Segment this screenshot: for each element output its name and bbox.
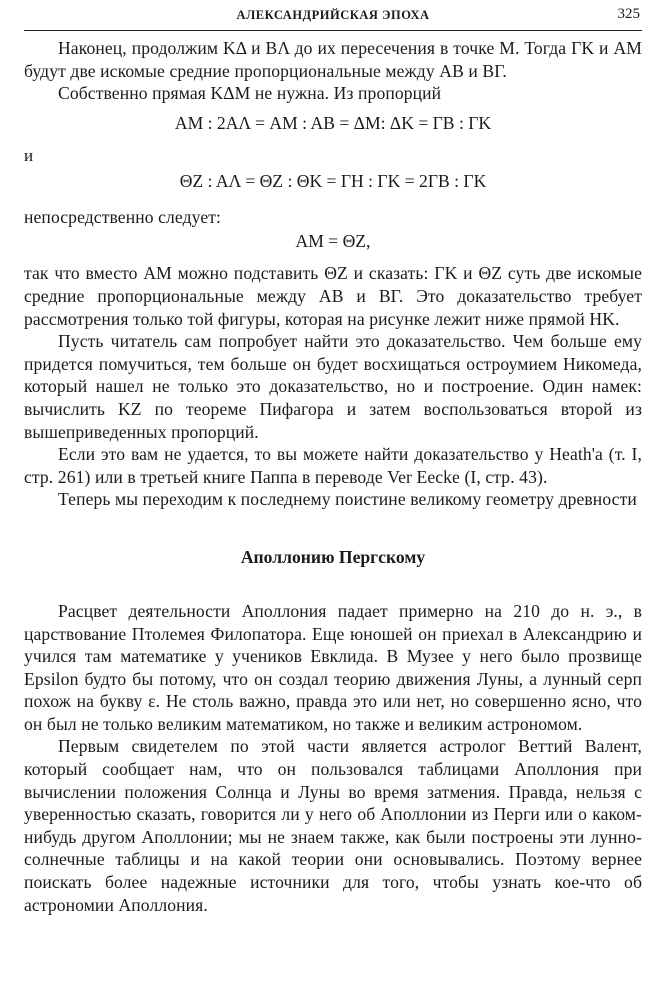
paragraph-9: Первым свидетелем по этой части является астролог Веттий Валент, который сообщает нам, что он пользовался таблицами Аполлония при вычислении положения Солнца и Луны во время затмения. Правда, нельзя с уверенностью сказать, говорится ли у него об Аполлонии из Перги или о каком-нибудь другом Аполлонии; мы не знаем также, как были построены эти лунно-солнечные таблицы и на какой теории они основывались. Поэтому вернее поискать более надежные источники для того, чтобы узнать кое-что об астрономии Аполлония.	[24, 736, 642, 915]
conjunction-and: и	[24, 145, 34, 165]
running-head	[24, 0, 642, 31]
paragraph-1: Наконец, продолжим KΔ и BΛ до их пересечения в точке M. Тогда ΓK и AM будут две искомые средние пропорциональные между AB и BΓ.	[24, 38, 642, 81]
paragraph-2: Собственно прямая KΔM не нужна. Из пропорций	[58, 83, 442, 104]
formula-3: AM = ΘZ,	[295, 231, 371, 252]
paragraph-3: непосредственно следует:	[24, 206, 222, 227]
paragraph-6: Если это вам не удается, то вы можете найти доказательство у Heath'a (т. I, стр. 261) или в третьей книге Паппа в переводе Ver Eecke (I, стр. 43).	[24, 444, 642, 487]
paragraph-5: Пусть читатель сам попробует найти это доказательство. Чем больше ему придется помучиться, тем больше он будет восхищаться остроумием Никомеда, который нашел не только это доказательство, но и построение. Один намек: вычислить KZ по теореме Пифагора и затем воспользоваться второй из вышеприведенных пропорций.	[24, 331, 642, 442]
paragraph-8: Расцвет деятельности Аполлония падает примерно на 210 до н. э., в царствование Птолемея Филопатора. Еще юношей он приехал в Александрию и учился там математике у учеников Евклида. В Музее у него было прозвище Epsilon будто бы потому, что он создал теорию движения Луны, а лунный серп похож на букву ε. Не столь важно, правда это или нет, но совершенно ясно, что он был не только великим математиком, но также и великим астрономом.	[24, 600, 642, 734]
paragraph-7: Теперь мы переходим к последнему поистине великому геометру древности	[58, 489, 637, 510]
page-number: 325	[617, 6, 640, 22]
section-heading: Аполлонию Пергскому	[240, 546, 426, 567]
book-page	[24, 0, 642, 916]
formula-1: AM : 2AΛ = AM : AB = ΔM: ΔK = ΓB : ΓK	[174, 112, 492, 133]
formula-2: ΘZ : AΛ = ΘZ : ΘK = ΓH : ΓK = 2ΓB : ΓK	[179, 170, 487, 191]
paragraph-4: так что вместо AM можно подставить ΘZ и сказать: ΓK и ΘZ суть две искомые средние пропорциональные между AB и BΓ. Это доказательство требует рассмотрения только той фигуры, которая на рисунке лежит ниже прямой HK.	[24, 263, 642, 329]
running-title: АЛЕКСАНДРИЙСКАЯ ЭПОХА	[236, 8, 430, 22]
